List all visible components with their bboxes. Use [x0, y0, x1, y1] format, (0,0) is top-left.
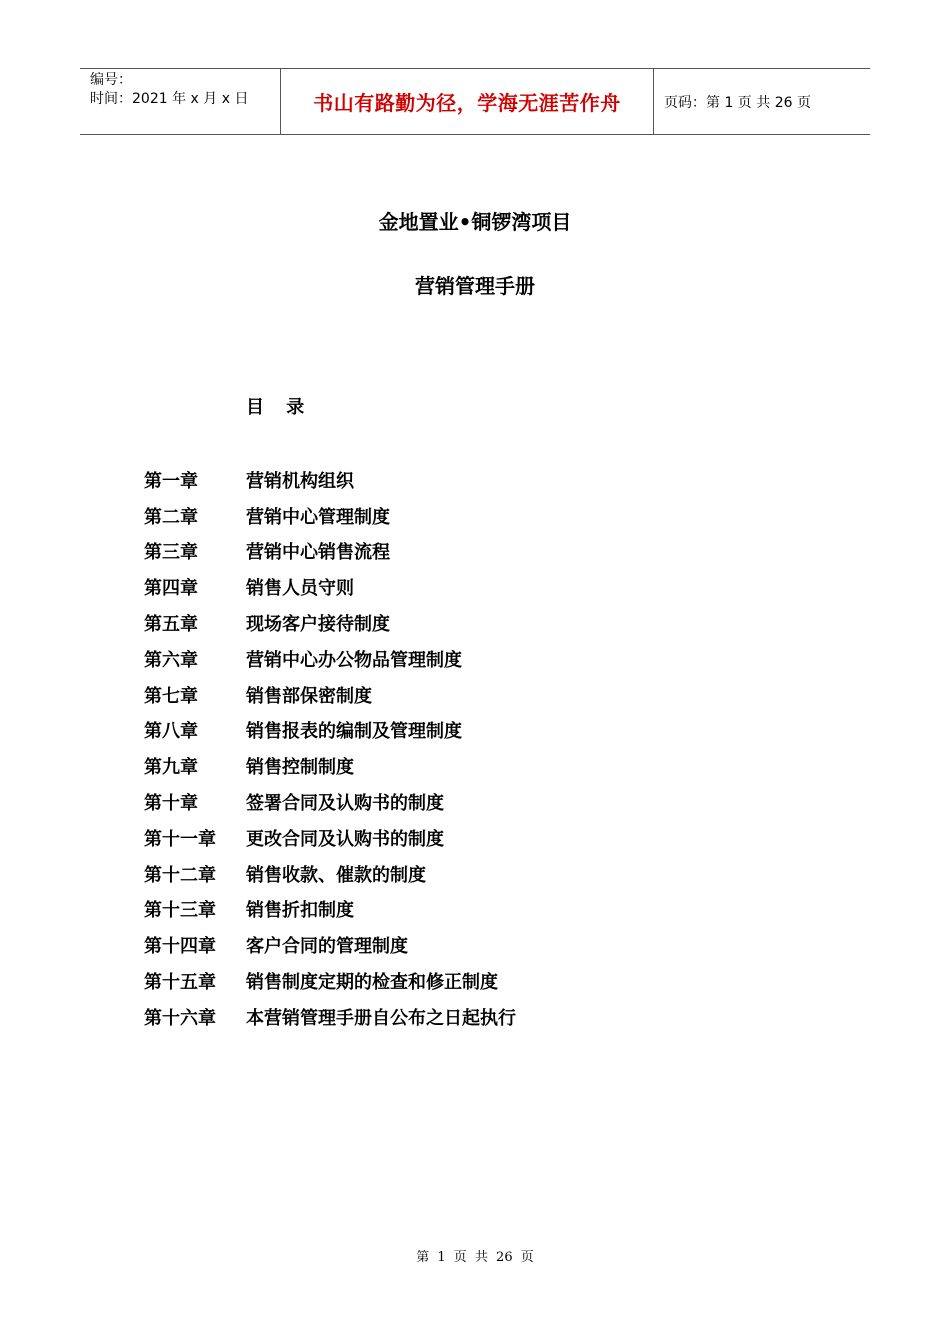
- toc-chapter-number: 第二章: [144, 506, 198, 528]
- page-header: [80, 68, 870, 135]
- toc-chapter-title: 营销中心管理制度: [246, 506, 390, 528]
- toc-chapter-title: 营销中心办公物品管理制度: [246, 649, 462, 671]
- toc-item[interactable]: [144, 569, 516, 605]
- header-meta: [80, 69, 281, 134]
- toc-chapter-number: 第十四章: [144, 936, 216, 958]
- table-of-contents: [144, 462, 516, 1035]
- document-subtitle: 营销管理手册: [415, 274, 535, 298]
- toc-item[interactable]: [144, 856, 516, 892]
- toc-chapter-number: 第十五章: [144, 972, 216, 994]
- toc-item[interactable]: [144, 999, 516, 1035]
- toc-chapter-title: 销售控制制度: [246, 757, 354, 779]
- header-motto: 书山有路勤为径，学海无涯苦作舟: [281, 69, 654, 134]
- toc-chapter-title: 签署合同及认购书的制度: [246, 793, 444, 815]
- toc-chapter-number: 第十三章: [144, 900, 216, 922]
- toc-chapter-title: 销售人员守则: [246, 578, 354, 600]
- toc-item[interactable]: [144, 784, 516, 820]
- toc-chapter-number: 第七章: [144, 685, 198, 707]
- time-label: 时间：2021 年 x 月 x 日: [90, 91, 249, 107]
- toc-chapter-title: 销售部保密制度: [246, 685, 372, 707]
- toc-item[interactable]: [144, 498, 516, 534]
- toc-item[interactable]: [144, 677, 516, 713]
- toc-chapter-number: 第三章: [144, 542, 198, 564]
- toc-chapter-number: 第五章: [144, 614, 198, 636]
- toc-chapter-title: 本营销管理手册自公布之日起执行: [246, 1007, 516, 1029]
- header-page-info: 页码：第 1 页 共 26 页: [664, 94, 811, 111]
- toc-chapter-title: 现场客户接待制度: [246, 614, 390, 636]
- toc-heading: 目 录: [246, 397, 313, 418]
- toc-chapter-number: 第十二章: [144, 864, 216, 886]
- toc-item[interactable]: [144, 963, 516, 999]
- toc-item[interactable]: [144, 534, 516, 570]
- toc-chapter-number: 第十章: [144, 793, 198, 815]
- toc-chapter-title: 销售收款、催款的制度: [246, 864, 426, 886]
- toc-chapter-title: 销售报表的编制及管理制度: [246, 721, 462, 743]
- toc-chapter-number: 第九章: [144, 757, 198, 779]
- number-label: 编号：: [90, 72, 132, 88]
- toc-chapter-title: 营销中心销售流程: [246, 542, 390, 564]
- toc-item[interactable]: [144, 927, 516, 963]
- toc-chapter-number: 第四章: [144, 578, 198, 600]
- toc-chapter-number: 第八章: [144, 721, 198, 743]
- page-footer: 第 1 页 共 26 页: [416, 1250, 534, 1265]
- toc-item[interactable]: [144, 713, 516, 749]
- toc-chapter-number: 第六章: [144, 649, 198, 671]
- toc-chapter-title: 更改合同及认购书的制度: [246, 828, 444, 850]
- toc-item[interactable]: [144, 748, 516, 784]
- toc-chapter-title: 销售制度定期的检查和修正制度: [246, 972, 498, 994]
- toc-item[interactable]: [144, 605, 516, 641]
- toc-chapter-number: 第十六章: [144, 1007, 216, 1029]
- toc-chapter-title: 销售折扣制度: [246, 900, 354, 922]
- toc-item[interactable]: [144, 892, 516, 928]
- toc-item[interactable]: [144, 462, 516, 498]
- toc-item[interactable]: [144, 820, 516, 856]
- toc-chapter-number: 第十一章: [144, 828, 216, 850]
- document-title: 金地置业•铜锣湾项目: [378, 210, 572, 234]
- toc-chapter-number: 第一章: [144, 470, 198, 492]
- toc-chapter-title: 客户合同的管理制度: [246, 936, 408, 958]
- toc-item[interactable]: [144, 641, 516, 677]
- toc-chapter-title: 营销机构组织: [246, 470, 354, 492]
